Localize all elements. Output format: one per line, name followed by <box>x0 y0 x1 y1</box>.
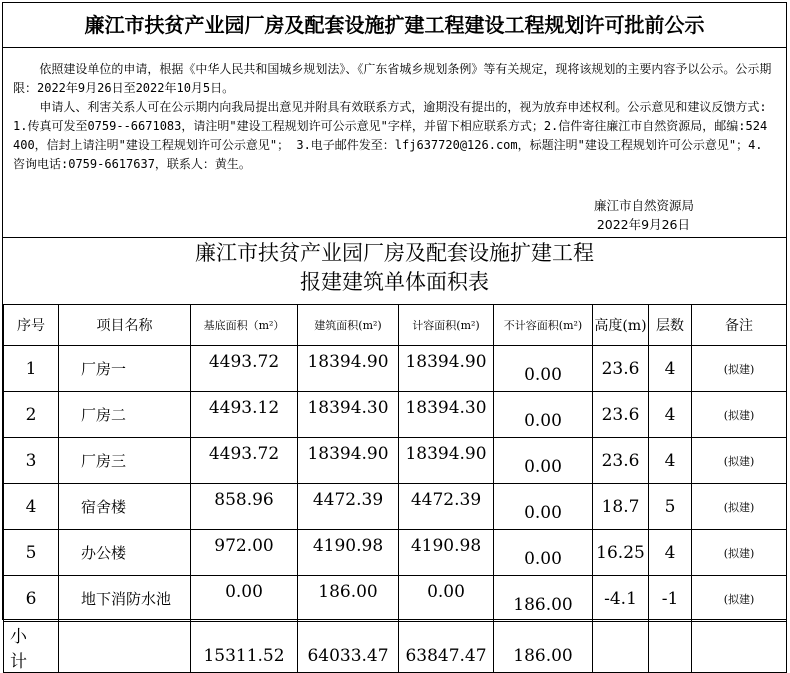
page-title: 廉江市扶贫产业园厂房及配套设施扩建工程建设工程规划许可批前公示 <box>3 3 786 48</box>
cell-built-area: 4190.98 <box>298 530 399 576</box>
cell-name: 厂房三 <box>59 438 191 484</box>
table-row <box>4 484 787 530</box>
total-row <box>4 622 787 673</box>
cell-remark: (拟建) <box>692 484 787 530</box>
table-title <box>3 239 786 297</box>
cell-height: 23.6 <box>593 346 649 392</box>
header-base-area: 基底面积（m²） <box>191 305 298 346</box>
table-row <box>4 392 787 438</box>
cell-nonfar-area: 0.00 <box>494 346 593 392</box>
notice-text-block <box>3 48 786 238</box>
total-base: 15311.52 <box>191 622 298 673</box>
cell-far-area: 4190.98 <box>399 530 494 576</box>
header-remark: 备注 <box>692 305 787 346</box>
header-far-area: 计容面积(m²) <box>399 305 494 346</box>
total-name-cell <box>59 622 191 673</box>
cell-base-area: 4493.72 <box>191 438 298 484</box>
notice-paragraph-1: 依照建设单位的申请，根据《中华人民共和国城乡规划法》、《广东省城乡规划条例》等有关规定，现将该规划的主要内容予以公示。公示期限：2022年9月26日至2022年10月5日。 <box>13 62 772 95</box>
cell-no: 2 <box>4 392 59 438</box>
cell-name: 地下消防水池 <box>59 576 191 622</box>
cell-remark: (拟建) <box>692 530 787 576</box>
cell-far-area: 4472.39 <box>399 484 494 530</box>
cell-no: 4 <box>4 484 59 530</box>
cell-far-area: 0.00 <box>399 576 494 622</box>
cell-remark: (拟建) <box>692 346 787 392</box>
total-nonfar: 186.00 <box>494 622 593 673</box>
cell-base-area: 858.96 <box>191 484 298 530</box>
cell-remark: (拟建) <box>692 438 787 484</box>
notice-paragraph-2: 申请人、利害关系人可在公示期内向我局提出意见并附具有效联系方式，逾期没有提出的，视为放弃申述权利。公示意见和建议反馈方式:1.传真可发至0759--6671083，请注明"建设工程规划许可公示意见"字样，并留下相应联系方式；2.信件寄往廉江市自然资源局，邮编:524400，信封上请注明"建设工程规划许可公示意见"； 3.电子邮件发至：lfj637720@126.com，标题注明"建设工程规划许可公示意见"；4.咨询电话:0759-6617637，联系人：黄生。 <box>13 100 768 171</box>
header-built-area: 建筑面积(m²) <box>298 305 399 346</box>
cell-built-area: 4472.39 <box>298 484 399 530</box>
cell-floors: 4 <box>649 438 692 484</box>
cell-name: 办公楼 <box>59 530 191 576</box>
table-title-line-1: 廉江市扶贫产业园厂房及配套设施扩建工程 <box>195 241 594 265</box>
cell-floors: -1 <box>649 576 692 622</box>
cell-no: 5 <box>4 530 59 576</box>
cell-floors: 4 <box>649 392 692 438</box>
cell-height: -4.1 <box>593 576 649 622</box>
cell-no: 6 <box>4 576 59 622</box>
cell-name: 厂房二 <box>59 392 191 438</box>
cell-floors: 5 <box>649 484 692 530</box>
header-nonfar-area: 不计容面积(m²) <box>494 305 593 346</box>
cell-floors: 4 <box>649 530 692 576</box>
table-row <box>4 576 787 622</box>
cell-height: 23.6 <box>593 392 649 438</box>
total-remark-cell <box>692 622 787 673</box>
cell-nonfar-area: 0.00 <box>494 484 593 530</box>
notice-board <box>2 2 787 672</box>
cell-built-area: 18394.90 <box>298 438 399 484</box>
table-row <box>4 530 787 576</box>
cell-base-area: 972.00 <box>191 530 298 576</box>
table-header-row <box>4 305 787 346</box>
cell-nonfar-area: 0.00 <box>494 530 593 576</box>
cell-remark: (拟建) <box>692 392 787 438</box>
total-built: 64033.47 <box>298 622 399 673</box>
cell-height: 23.6 <box>593 438 649 484</box>
cell-built-area: 18394.30 <box>298 392 399 438</box>
cell-far-area: 18394.30 <box>399 392 494 438</box>
cell-name: 厂房一 <box>59 346 191 392</box>
cell-base-area: 0.00 <box>191 576 298 622</box>
cell-no: 1 <box>4 346 59 392</box>
cell-nonfar-area: 0.00 <box>494 438 593 484</box>
cell-far-area: 18394.90 <box>399 346 494 392</box>
cell-height: 18.7 <box>593 484 649 530</box>
cell-base-area: 4493.72 <box>191 346 298 392</box>
cell-base-area: 4493.12 <box>191 392 298 438</box>
cell-floors: 4 <box>649 346 692 392</box>
header-floors: 层数 <box>649 305 692 346</box>
cell-built-area: 186.00 <box>298 576 399 622</box>
total-label: 小 计 <box>4 622 59 673</box>
table-row <box>4 346 787 392</box>
header-name: 项目名称 <box>59 305 191 346</box>
issuer-name: 廉江市自然资源局 <box>593 198 694 213</box>
cell-nonfar-area: 186.00 <box>494 576 593 622</box>
area-table <box>3 304 787 673</box>
total-height-cell <box>593 622 649 673</box>
header-no: 序号 <box>4 305 59 346</box>
total-floors-cell <box>649 622 692 673</box>
issue-date: 2022年9月26日 <box>596 217 690 232</box>
cell-no: 3 <box>4 438 59 484</box>
cell-built-area: 18394.90 <box>298 346 399 392</box>
cell-nonfar-area: 0.00 <box>494 392 593 438</box>
total-far: 63847.47 <box>399 622 494 673</box>
table-title-line-2: 报建建筑单体面积表 <box>300 270 489 294</box>
cell-name: 宿舍楼 <box>59 484 191 530</box>
cell-remark: (拟建) <box>692 576 787 622</box>
table-row <box>4 438 787 484</box>
cell-height: 16.25 <box>593 530 649 576</box>
cell-far-area: 18394.90 <box>399 438 494 484</box>
header-height: 高度(m) <box>593 305 649 346</box>
